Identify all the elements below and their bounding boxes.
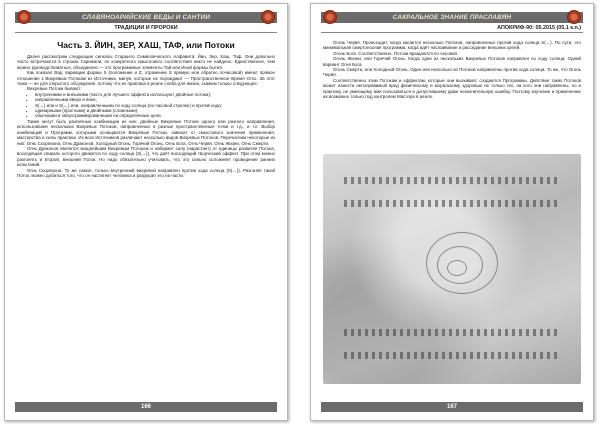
carved-glyph-row: [344, 329, 561, 336]
left-page: [4, 3, 288, 421]
list-item: • одинарными (простыми) и двойными (сложными);: [35, 108, 275, 113]
paragraph: Огнь Драконов является мощнейшим Вихревым Потоком и набирает силу (нарастает) от единицы развития Потока, восходящая спираль которого движется по ходу солнца (S(→)), что даёт восходящий творческий эффект. При этом можно разгонять и второй, внешний Поток. Но надо обязательно учитывать, что это сильно осложняет проведение ранних испытаний.: [17, 145, 275, 168]
list-item: • направленными вверх и вниз;: [35, 97, 275, 102]
paragraph: Огонь Смерти, или Холодный Огонь. Один или несколько из Потоков направлены против хода солнца. То же, что Огонь Червя.: [323, 67, 581, 78]
paragraph: Огнь Скорпиона. То же самое, только внутренний вихревой направлен против хода солнца (S(←)). Разгоняя такой Поток, можно добиться того, что он настигнет человека и разрушит его на части.: [17, 167, 275, 178]
emblem-icon: [323, 10, 337, 24]
page-number-left: 166: [15, 402, 277, 412]
emblem-icon: [261, 10, 275, 24]
right-page-body: [323, 40, 581, 99]
emblem-icon: [17, 10, 31, 24]
stone-carving-photo: [323, 154, 581, 384]
paragraph: Огонь Жизни, или Горячий Огонь. Когда одни из нескольких Вихревых Потоков направлен по ходу солнца. Одний вариант Огня Бога.: [323, 56, 581, 67]
left-page-header: СЛАВЯНОАРИЙСКИЕ ВЕДЫ И САНТИИ: [15, 12, 277, 23]
list-item: • S(→) или и S(←) или, направленными по ходу солнца (по часовой стрелке) и против хода;: [35, 103, 275, 108]
left-page-section: ТРАДИЦИИ И ПРОРОКИ: [15, 24, 277, 33]
list-item: • обычными и запрограммированными на определённые цели.: [35, 113, 275, 118]
carved-glyph-row: [344, 352, 561, 359]
right-page-section: АПОКРИФ-90: 05.2015 (05.1 к.п.): [321, 24, 583, 33]
paragraph: Как показал Вар, вариации формы S (положение и Z, отражение S прямую или обратно почасовой) имеют прямое отношение к Вихревым Потокам из Источника, минуя, которые их порождают — Пространственное Время Отко. За этот тема — не для открытого обсуждения, потому что их практика в реале слаба для жизни, скажем только следующее:: [17, 70, 275, 87]
paragraph: Далее рассмотрим следующие сигналы Старшего Символического Алфавита: Йин, Зер, Хаш, Таф. Они довольно часто встречаются в строках Скрижали, но конкретного смыслового соответствия никто не найдено. Единственное, чем можно руководствоваться, объединено — это программные элементы Тай или Иной формы бытия.: [17, 54, 275, 70]
list-item: • внутренними и внешними (часто для лучшего эффекта используют двойные потоки);: [35, 92, 275, 97]
left-page-body: [17, 54, 275, 178]
list-intro: Вихревые Потоки бывают:: [27, 86, 82, 92]
right-page: [310, 3, 594, 421]
emblem-icon: [567, 10, 581, 24]
right-page-header: САКРАЛЬНОЕ ЗНАНИЕ ПРАСЛАВЯН: [321, 12, 583, 23]
paragraph: Огонь Бога. Соответственно, Потоки вращаются по часовой.: [333, 50, 459, 56]
book-spread: [4, 3, 596, 421]
paragraph: Также могут быть различные комбинации из них: двойные Вихревые Потоки одного или разного направления, использование нескольких Вихревых Потоков, направленных в разные пространственные точки и т.д., и т.п. Выбор комбинаций и Программ, которыми оснащаются Вихревые Потоки, зависит от смыслового значения применения, мастерства и силы практика. Из всех Источников различают несколько видов Вихревых Потоков. Перечислим некоторые из них: Огнь Скорпиона, Огнь Драконов, Холодный Огонь, Горячий Огонь, Огнь Бога, Огнь Червя, Огнь Жизни, Огнь Смерти.: [17, 118, 275, 146]
page-number-right: 167: [321, 402, 583, 412]
carved-glyph-row: [344, 177, 561, 184]
spiral-carving: [447, 260, 467, 276]
bullet-list: [17, 92, 275, 119]
paragraph: Огонь Червя. Происходит, когда касается несколько Потоков, направленных против хода солнца S(←). По сути, это минимальная смертоносная программа, когда идёт наслаивание и расседание внешних целей.: [323, 40, 581, 51]
carved-glyph-row: [344, 200, 561, 207]
paragraph: Соответственно этим Потокам и эффектам, которые они вызывают, создаются Программы. Действие таких Потоков может нанести непоправимый вред физическому и моральному здоровью не только тех, на кого они направлены, но и практику, не умеющему ими пользоваться и допустившему даже незначительную ошибку. Поэтому изучение и применение их возможно только под контролем Мастера в реале.: [323, 77, 581, 100]
chapter-title: Часть 3. ЙИН, ЗЕР, ХАШ, ТАФ, или Потоки: [57, 40, 235, 50]
